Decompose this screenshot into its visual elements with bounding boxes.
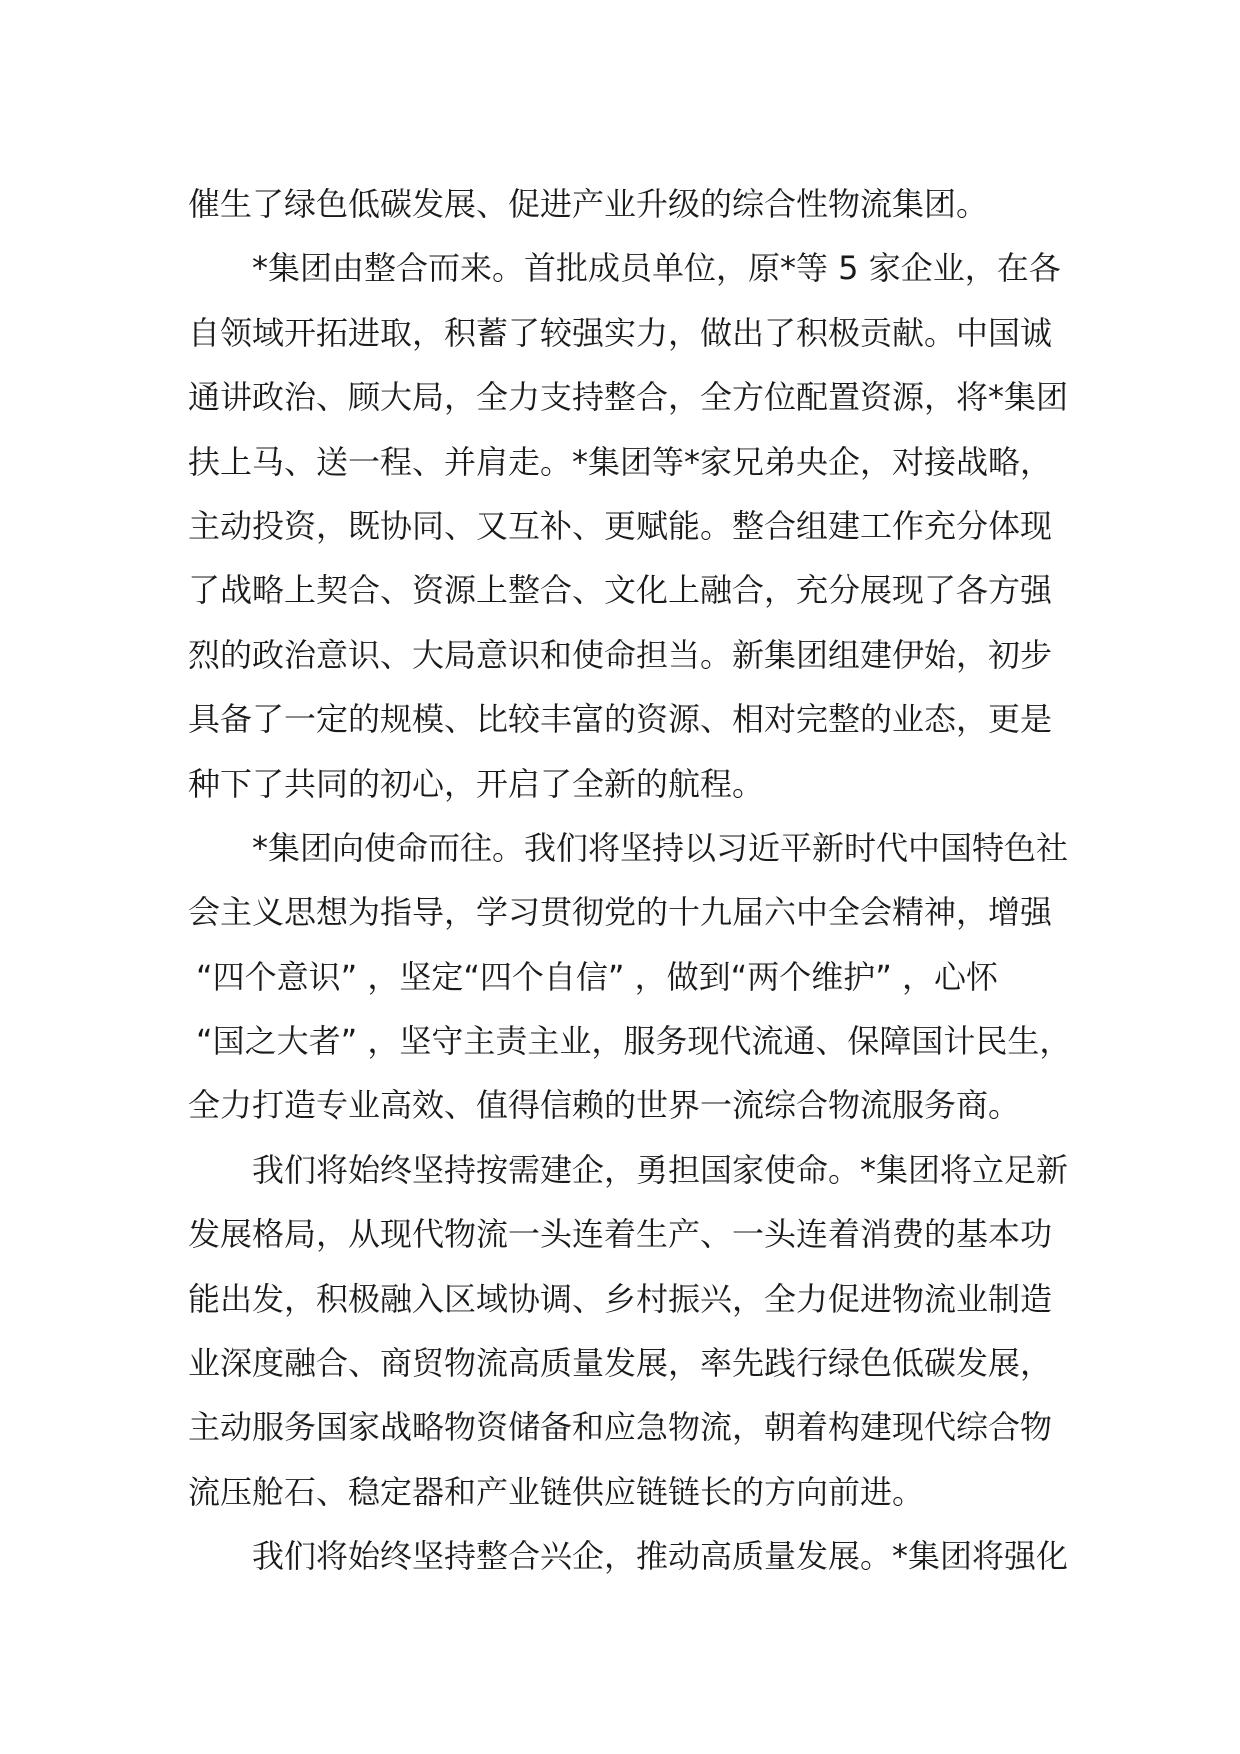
paragraph-start-line: *集团向使命而往。我们将坚持以习近平新时代中国特色社 [252, 828, 1069, 867]
text-line: “四个意识” ，坚定“四个自信” ，做到“两个维护” ，心怀 [196, 957, 998, 996]
text-line: 烈的政治意识、大局意识和使命担当。新集团组建伊始，初步 [188, 635, 1053, 674]
text-line: “国之大者” ，坚守主责主业，服务现代流通、保障国计民生， [196, 1022, 1072, 1061]
text-line: 了战略上契合、资源上整合、文化上融合，充分展现了各方强 [188, 571, 1053, 610]
text-line: 流压舱石、稳定器和产业链供应链链长的方向前进。 [188, 1472, 925, 1511]
paragraph-start-line: 我们将始终坚持按需建企，勇担国家使命。*集团将立足新 [252, 1150, 1069, 1189]
text-line: 具备了一定的规模、比较丰富的资源、相对完整的业态，更是 [188, 700, 1053, 739]
text-line: 全力打造专业高效、值得信赖的世界一流综合物流服务商。 [188, 1086, 1021, 1125]
document-body [188, 172, 1072, 1589]
text-line: 主动服务国家战略物资储备和应急物流，朝着构建现代综合物 [188, 1408, 1053, 1447]
text-line: 主动投资，既协同、又互补、更赋能。整合组建工作充分体现 [188, 506, 1053, 545]
text-line: 发展格局，从现代物流一头连着生产、一头连着消费的基本功 [188, 1215, 1053, 1254]
text-line: 催生了绿色低碳发展、促进产业升级的综合性物流集团。 [188, 185, 989, 223]
text-line: 通讲政治、顾大局，全力支持整合，全方位配置资源，将*集团 [188, 378, 1069, 417]
text-line: 扶上马、送一程、并肩走。*集团等*家兄弟央企，对接战略， [188, 442, 1053, 481]
text-line: 业深度融合、商贸物流高质量发展，率先践行绿色低碳发展， [188, 1344, 1053, 1383]
text-line: 能出发，积极融入区域协调、乡村振兴，全力促进物流业制造 [188, 1279, 1053, 1318]
text-line: 会主义思想为指导，学习贯彻党的十九届六中全会精神，增强 [188, 893, 1053, 932]
paragraph-start-line: 我们将始终坚持整合兴企，推动高质量发展。*集团将强化 [252, 1537, 1069, 1576]
text-line: 自领域开拓进取，积蓄了较强实力，做出了积极贡献。中国诚 [188, 313, 1053, 352]
paragraph-start-line: *集团由整合而来。首批成员单位，原*等 5 家企业，在各 [252, 249, 1061, 288]
text-line: 种下了共同的初心，开启了全新的航程。 [188, 764, 765, 803]
